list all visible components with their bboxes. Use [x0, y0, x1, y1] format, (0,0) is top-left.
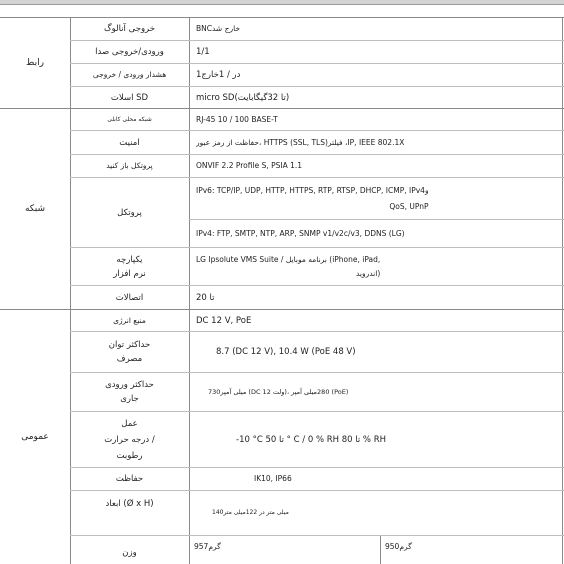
label-operating-line3: رطوبت: [116, 450, 143, 461]
value-protection: IK10, IP66: [254, 474, 292, 483]
value-audio-io: 1/1: [196, 47, 210, 57]
label-max-current-line1: حداکثر ورودی: [105, 380, 154, 390]
label-analog-out: خروجی آنالوگ: [104, 24, 155, 34]
label-protocol: پروتکل: [117, 207, 142, 218]
value-protocol-line1: IPv6: TCP/IP, UDP, HTTP, HTTPS, RTP, RTSP, DHCP, ICMP, IPv4و: [196, 185, 429, 195]
section-general: عمومی: [21, 432, 49, 442]
label-operating: [70, 412, 189, 467]
divider: [380, 535, 381, 564]
value-weight-b: 950گرم: [385, 542, 412, 551]
label-max-power: [70, 332, 189, 372]
label-software-line2: نرم افزار: [113, 268, 146, 279]
label-software: [70, 248, 189, 285]
label-power-source: منبع انرژی: [113, 315, 146, 325]
value-software: [196, 248, 560, 285]
top-border: [0, 0, 564, 5]
value-power-source: DC 12 V, PoE: [196, 315, 252, 326]
section-connectivity: رابط: [26, 58, 44, 68]
value-protocol-ipv4: IPv4: FTP, SMTP, NTP, ARP, SNMP v1/v2c/v3, DDNS (LG): [196, 228, 405, 238]
value-max-current: 730میلی آمپر (DC 12 ولت)، 280میلی آمپر (PoE): [208, 388, 349, 396]
divider: [562, 17, 563, 564]
value-open-protocol: ONVIF 2.2 Profile S, PSIA 1.1: [196, 161, 303, 170]
label-weight: وزن: [122, 548, 137, 558]
label-max-current: [70, 373, 189, 411]
label-software-line1: یکپارچه: [116, 254, 143, 265]
value-max-power: 8.7 (DC 12 V), 10.4 W (PoE 48 V): [216, 347, 356, 357]
label-max-current-line2: جاری: [120, 394, 139, 404]
label-sd-slot: اسلات SD: [110, 92, 149, 103]
label-max-power-line1: حداکثر توان: [108, 340, 151, 350]
label-security: امنیت: [119, 137, 140, 148]
label-connections: اتصالات: [115, 292, 144, 303]
value-operating: -10 °C تا 50 ° C / 0 % RH تا 80 % RH: [236, 434, 387, 445]
value-software-line1: LG Ipsolute VMS Suite / برنامه موبایل (iPhone, iPad,: [196, 254, 381, 264]
label-open-protocol: پروتکل باز کنید: [106, 161, 153, 170]
section-network: شبکه: [24, 204, 46, 214]
value-dimensions: 140میلی متر در 122میلی متر: [212, 509, 289, 516]
value-weight-a: 957گرم: [194, 542, 221, 551]
value-protocol-line2: QoS, UPnP: [389, 201, 429, 211]
value-connections: تا 20: [196, 292, 215, 303]
value-security: حفاظت از رمز عبور، HTTPS (SSL, TLS)فیلتر ،IP, IEEE 802.1X: [196, 137, 405, 147]
label-alarm-io: هشدار ورودی / خروجی: [92, 70, 167, 79]
label-max-power-line2: مصرف: [116, 354, 143, 364]
value-software-line2: اندروید): [355, 268, 381, 278]
label-protection: حفاظت: [115, 474, 144, 484]
label-lan: شبکه محلی کابلی: [107, 115, 152, 123]
label-operating-line2: درجه حرارت /: [104, 434, 155, 445]
divider: [189, 17, 190, 564]
value-alarm-io: 1در / 1خارج: [196, 70, 241, 80]
label-dimensions: ابعاد (Ø x H): [105, 499, 154, 509]
value-protocol: [196, 178, 560, 219]
value-analog-out: BNCخارج شد: [196, 24, 240, 33]
value-lan: RJ-45 10 / 100 BASE-T: [196, 114, 278, 124]
value-sd-slot: micro SD(تا 32گیگابایت): [196, 92, 290, 103]
label-audio-io: ورودی/خروجی صدا: [95, 47, 164, 57]
label-operating-line1: عمل: [121, 418, 138, 429]
